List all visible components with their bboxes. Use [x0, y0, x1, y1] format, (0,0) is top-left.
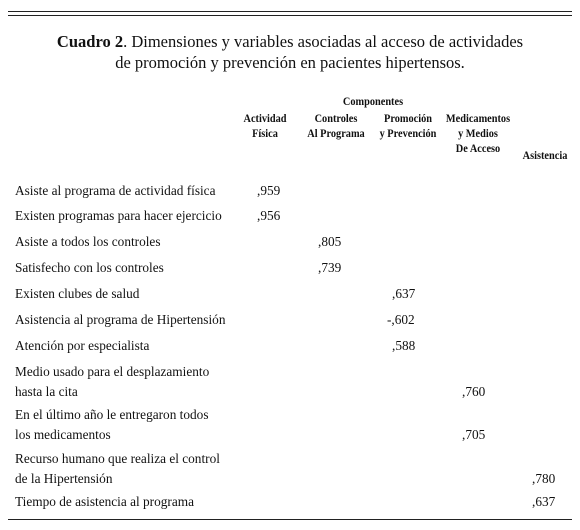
- header-col-line: Física: [252, 126, 278, 140]
- loading-value: ,588: [392, 338, 416, 353]
- header-group-label: Componentes: [342, 94, 404, 108]
- loading-value: ,956: [257, 208, 281, 223]
- row-label-continued: los medicamentos: [15, 427, 111, 442]
- table-top-rule-1: [8, 11, 572, 12]
- header-col-line: Asistencia: [522, 148, 568, 162]
- header-col-line: Actividad: [243, 111, 287, 125]
- row-label: Asiste a todos los controles: [15, 234, 161, 249]
- header-col-line: De Acceso: [455, 141, 501, 155]
- row-label: Existen programas para hacer ejercicio: [15, 208, 222, 223]
- row-label: Asiste al programa de actividad física: [15, 183, 216, 198]
- loading-value: ,760: [462, 384, 486, 399]
- loading-value: ,739: [318, 260, 342, 275]
- header-col-line: Medicamentos: [445, 111, 511, 125]
- header-col-line: Al Programa: [307, 126, 365, 140]
- loading-value: ,780: [532, 471, 556, 486]
- row-label-continued: de la Hipertensión: [15, 471, 113, 486]
- row-label: En el último año le entregaron todos: [15, 407, 209, 422]
- row-label: Existen clubes de salud: [15, 286, 140, 301]
- loading-value: ,959: [257, 183, 281, 198]
- loading-value: ,705: [462, 427, 486, 442]
- row-label-continued: hasta la cita: [15, 384, 78, 399]
- header-col-line: y Prevención: [379, 126, 437, 140]
- row-label: Atención por especialista: [15, 338, 150, 353]
- loading-value: ,805: [318, 234, 342, 249]
- caption-label: Cuadro 2: [56, 32, 124, 51]
- header-col-line: Promoción: [384, 111, 432, 125]
- loading-value: -,602: [387, 312, 415, 327]
- header-col-line: Controles: [314, 111, 358, 125]
- caption-line-1: [0, 31, 580, 52]
- row-label: Recurso humano que realiza el control: [15, 451, 220, 466]
- row-label: Asistencia al programa de Hipertensión: [15, 312, 226, 327]
- header-col-line: y Medios: [458, 126, 498, 140]
- row-label: Tiempo de asistencia al programa: [15, 494, 194, 509]
- row-label: Medio usado para el desplazamiento: [15, 364, 210, 379]
- caption-text-1: . Dimensiones y variables asociadas al acceso de actividades: [123, 32, 524, 51]
- table-bottom-rule: [8, 519, 572, 520]
- loading-value: ,637: [532, 494, 556, 509]
- table-top-rule-2: [8, 15, 572, 16]
- loading-value: ,637: [392, 286, 416, 301]
- row-label: Satisfecho con los controles: [15, 260, 164, 275]
- caption-line-2: de promoción y prevención en pacientes hipertensos.: [115, 53, 465, 72]
